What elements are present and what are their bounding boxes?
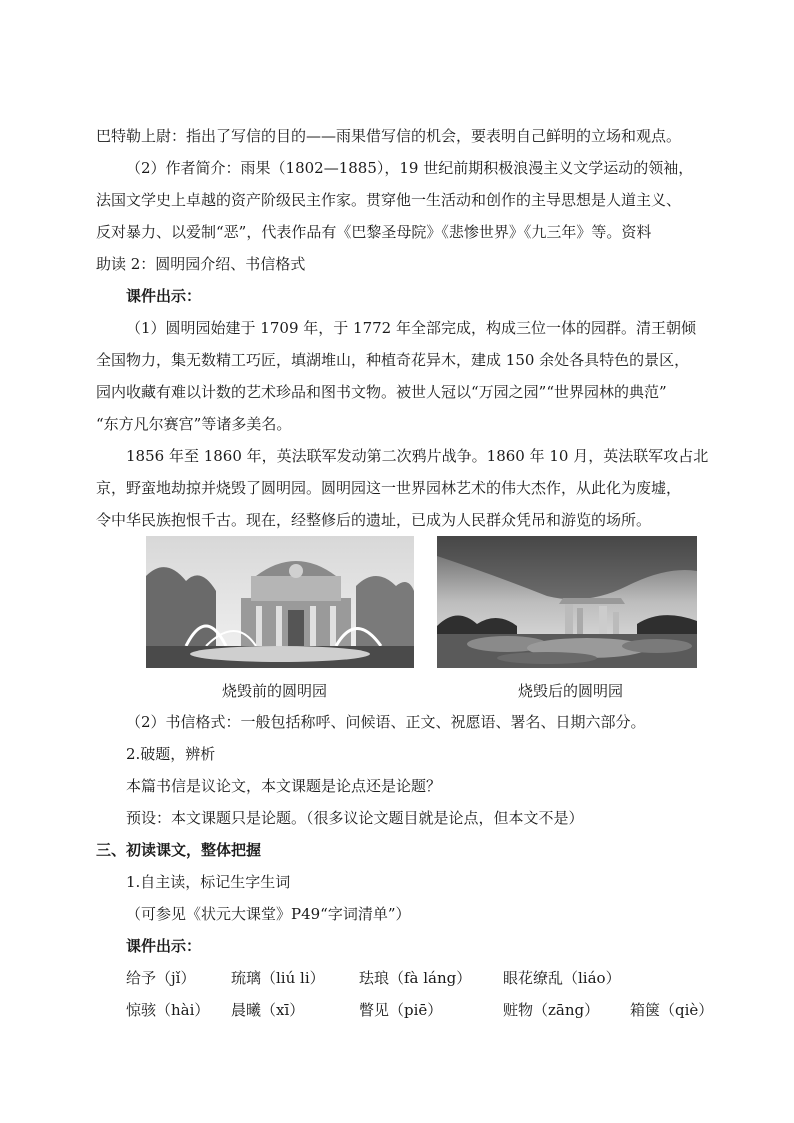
vocab-item: 珐琅（fà láng）: [359, 969, 472, 987]
photo-before-burning: [146, 536, 414, 668]
paragraph-letter-format: （2）书信格式：一般包括称呼、问候语、正文、祝愿语、署名、日期六部分。: [126, 713, 646, 731]
vocab-item: 晨曦（xī）: [231, 1001, 305, 1019]
paragraph-author-intro-1: （2）作者简介：雨果（1802—1885），19 世纪前期积极浪漫主义文学运动的领袖，: [126, 159, 694, 177]
paragraph-history-1: 1856 年至 1860 年，英法联军发动第二次鸦片战争。1860 年 10 月，英法联军攻占北: [126, 447, 709, 465]
courseware-heading-1: 课件出示：: [126, 287, 202, 305]
reference-note: （可参见《状元大课堂》P49“字词清单”）: [126, 905, 411, 923]
paragraph-author-intro-3: 反对暴力、以爱制“恶”，代表作品有《巴黎圣母院》《悲惨世界》《九三年》等。资料: [96, 223, 652, 241]
paragraph-history-3: 令中华民族抱恨千古。现在，经整修后的遗址，已成为人民群众凭吊和游览的场所。: [96, 511, 652, 529]
caption-after-burning: 烧毁后的圆明园: [518, 682, 624, 700]
vocab-item: 箱箧（qiè）: [630, 1001, 714, 1019]
vocab-item: 眼花缭乱（liáo）: [503, 969, 621, 987]
paragraph-author-intro-2: 法国文学史上卓越的资产阶级民主作家。贯穿他一生活动和创作的主导思想是人道主义、: [96, 191, 682, 209]
paragraph-history-2: 京，野蛮地劫掠并烧毁了圆明园。圆明园这一世界园林艺术的伟大杰作，从此化为废墟，: [96, 479, 682, 497]
courseware-heading-2: 课件出示：: [126, 937, 202, 955]
vocab-item: 赃物（zāng）: [503, 1001, 600, 1019]
paragraph-yuanmingyuan-2: 全国物力，集无数精工巧匠，填湖堆山，种植奇花异木，建成 150 余处各具特色的景区，: [96, 351, 690, 369]
preset-answer: 预设：本文课题只是论题。（很多议论文题目就是论点，但本文不是）: [126, 809, 584, 827]
photo-after-burning: [437, 536, 697, 668]
vocab-item: 惊骇（hài）: [126, 1001, 210, 1019]
vocab-item: 琉璃（liú li）: [231, 969, 325, 987]
vocab-item: 给予（jǐ）: [126, 969, 196, 987]
paragraph-letter-purpose: 巴特勒上尉：指出了写信的目的——雨果借写信的机会，要表明自己鲜明的立场和观点。: [96, 127, 682, 145]
paragraph-yuanmingyuan-1: （1）圆明园始建于 1709 年，于 1772 年全部完成，构成三位一体的园群。清王朝倾: [126, 319, 696, 337]
paragraph-yuanmingyuan-3: 园内收藏有难以计数的艺术珍品和图书文物。被世人冠以“万园之园”“世界园林的典范”: [96, 383, 667, 401]
question-argument-or-topic: 本篇书信是议论文，本文课题是论点还是论题？: [126, 777, 442, 795]
step-2-heading: 2.破题，辨析: [126, 745, 216, 763]
paragraph-yuanmingyuan-4: “东方凡尔赛宫”等诸多美名。: [96, 415, 292, 433]
paragraph-author-intro-4: 助读 2：圆明园介绍、书信格式: [96, 255, 306, 273]
section-3-heading: 三、初读课文，整体把握: [96, 841, 262, 859]
step-1-self-reading: 1.自主读，标记生字生词: [126, 873, 291, 891]
vocab-item: 瞥见（piē）: [359, 1001, 443, 1019]
caption-before-burning: 烧毁前的圆明园: [222, 682, 328, 700]
